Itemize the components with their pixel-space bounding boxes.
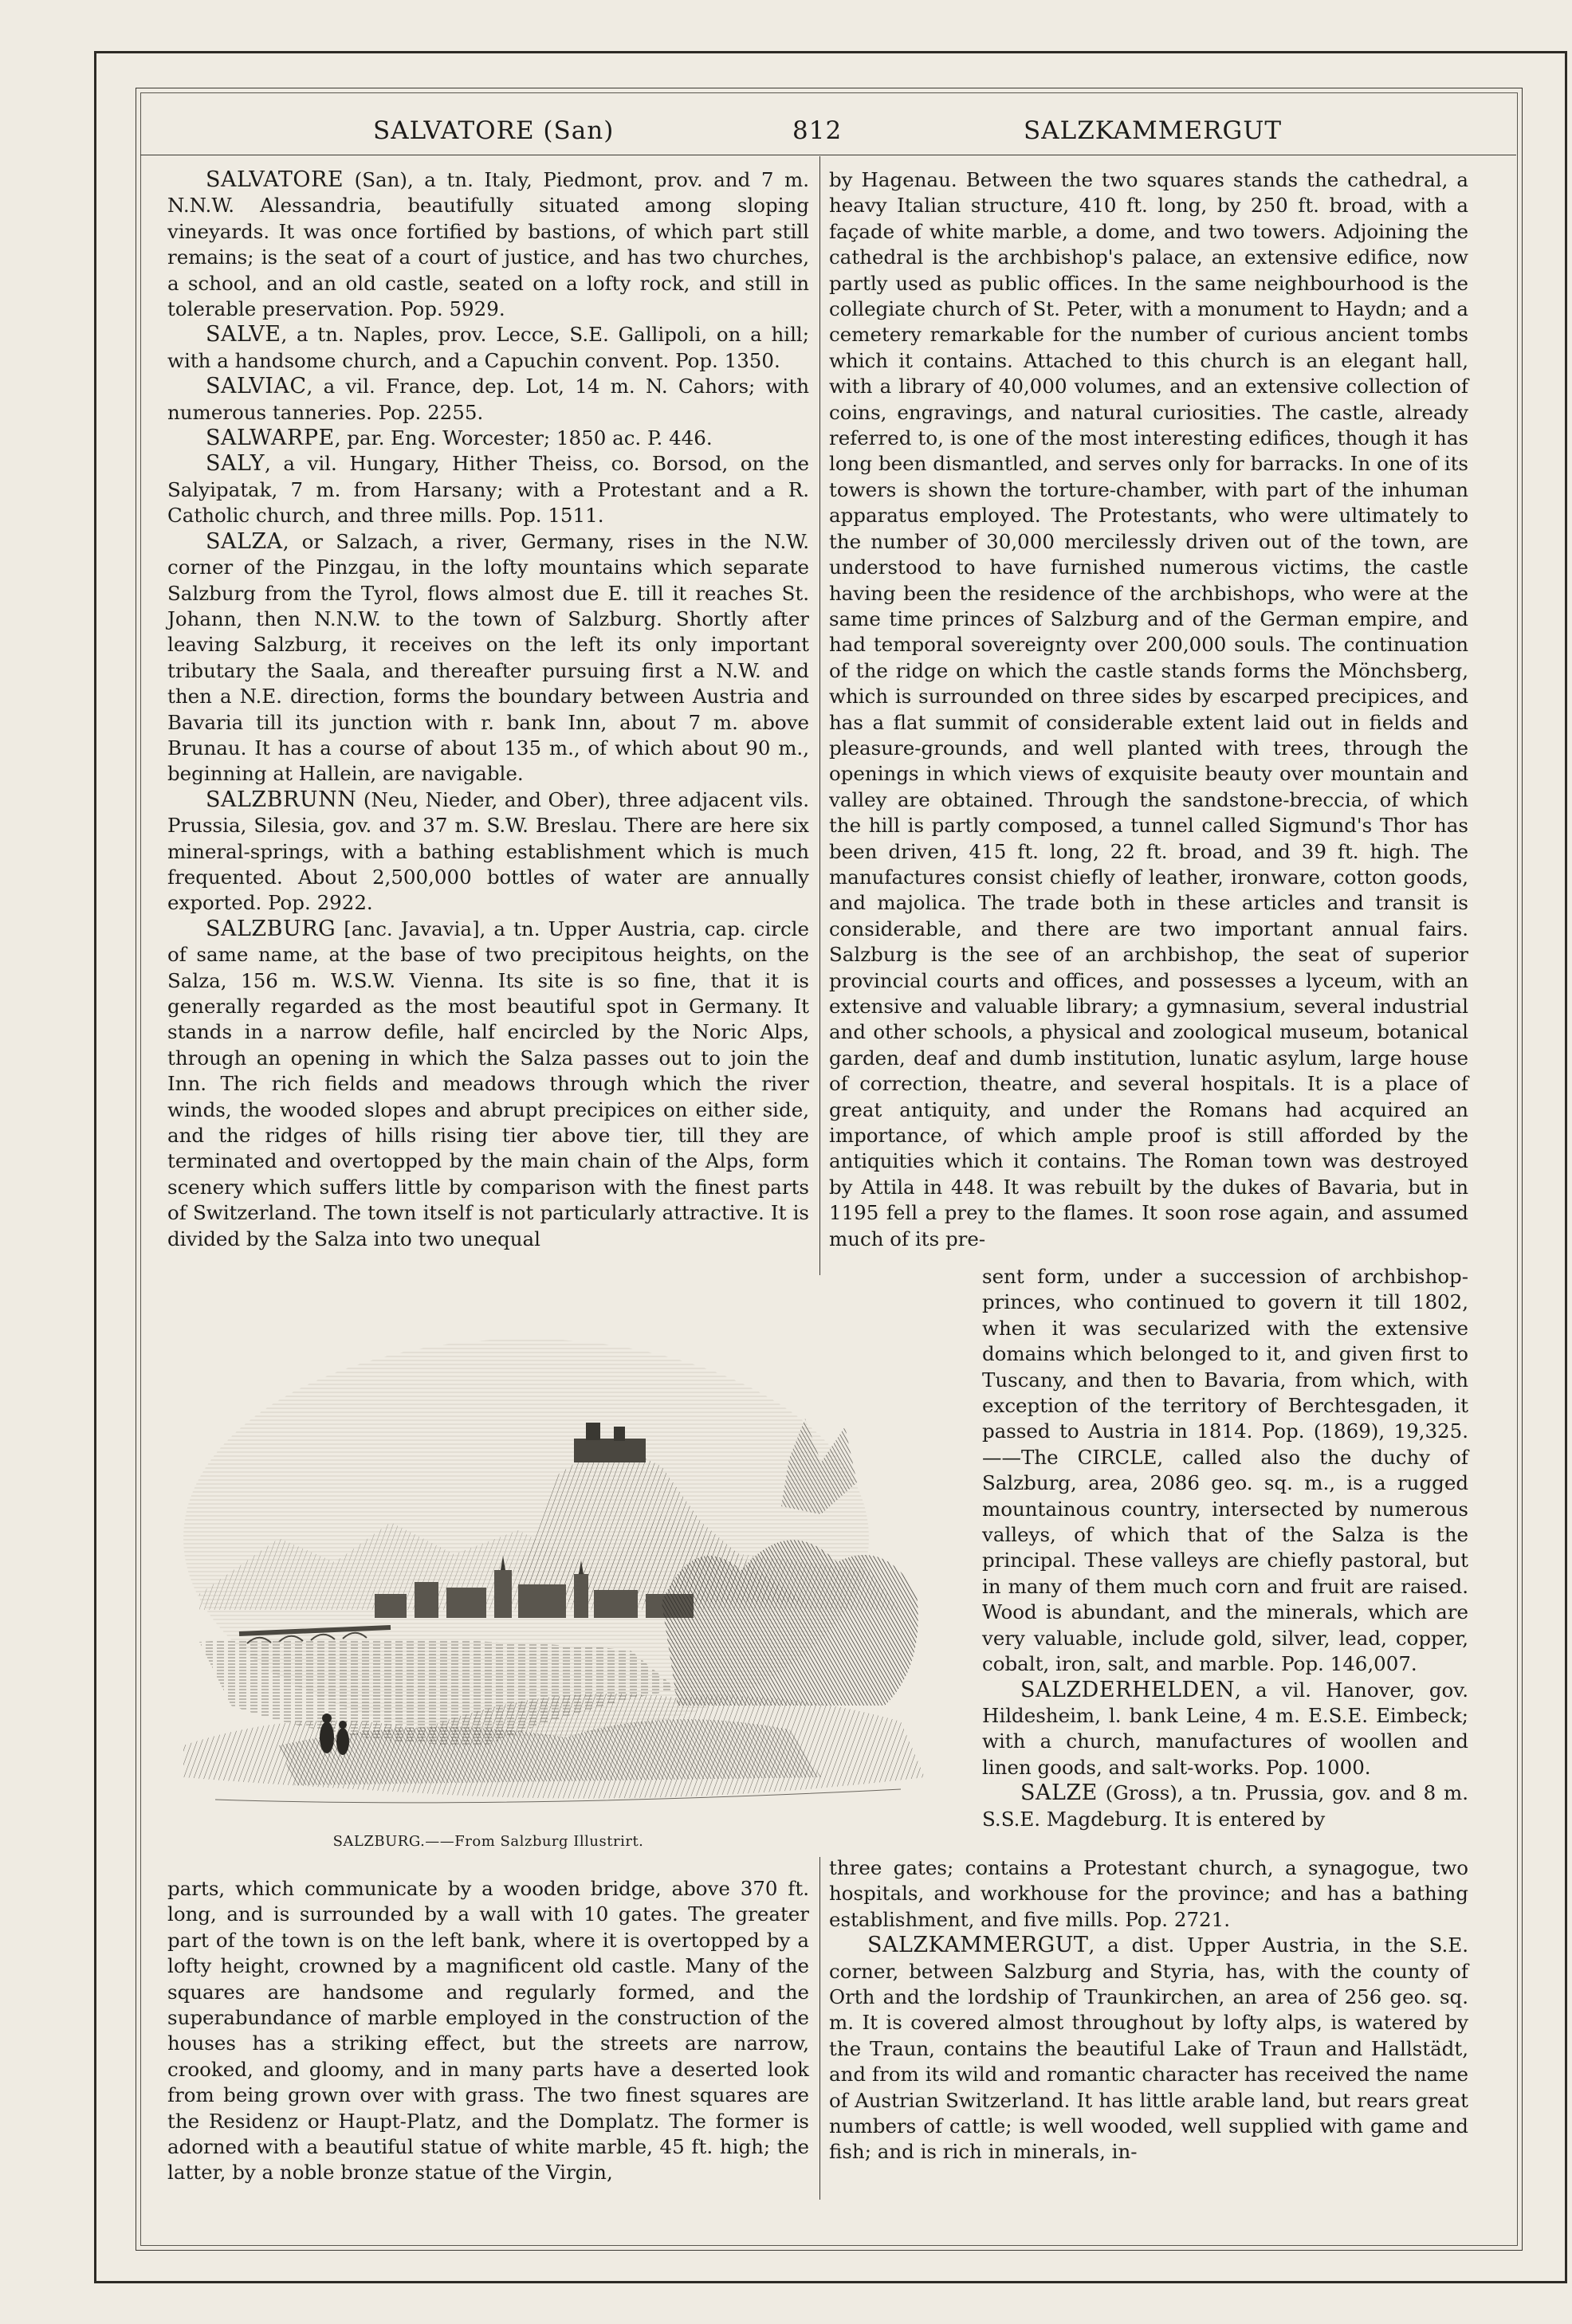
page-number: 812	[792, 116, 843, 145]
entry-headword: SALZKAMMERGUT	[867, 1933, 1089, 1958]
entry-salzbrunn	[167, 787, 809, 917]
right-column-top	[829, 167, 1468, 1252]
entry-headword: SALZDERHELDEN	[1020, 1677, 1236, 1702]
left-column-bottom	[167, 1876, 809, 2186]
entry-text: , a vil. Hungary, Hither Theiss, co. Borsod, on the Salyipatak, 7 m. from Harsany; with a Protestant and a R. Catholic church, and three mills. Pop. 1511.	[167, 452, 809, 528]
left-column	[167, 167, 809, 1252]
entry-text: , or Salzach, a river, Germany, rises in the N.W. corner of the Pinzgau, in the lofty mountains which separate Salzburg from the Tyrol, flows almost due E. till it reaches St. Johann, then N.N.W. to the town of Salzburg. Shortly after leaving Salzburg, it receives on the left its only important tributary the Saala, and thereafter pursuing first a N.W. and then a N.E. direction, forms the boundary between Austria and Bavaria till its junction with r. bank Inn, about 7 m. above Brunau. It has a course of about 135 m., of which about 90 m., beginning at Hallein, are navigable.	[167, 529, 809, 786]
entry-salzderhelden	[982, 1678, 1468, 1781]
caption-source: ——From Salzburg Illustrirt.	[425, 1833, 644, 1850]
entry-text: , a vil. Hanover, gov. Hildesheim, l. bank Leine, 4 m. E.S.E. Eimbeck; with a church, manufactures of woollen and linen goods, and salt-works. Pop. 1000.	[982, 1678, 1468, 1779]
entry-salzburg	[167, 917, 809, 1252]
entry-salwarpe	[167, 426, 809, 451]
entry-salzkammergut	[829, 1933, 1468, 2165]
entry-salvatore	[167, 167, 809, 322]
entry-salzburg-continued-2: sent form, under a succession of archbishop-princes, who continued to govern it till 1802, when it was secularized with the extensive domains which belonged to it, and given first to Tuscany, and then to Bavaria, from which, with exception of the territory of Berchtesgaden, it passed to Austria in 1814. Pop. (1869), 19,325.——The CIRCLE, called also the duchy of Salzburg, area, 2086 geo. sq. m., is a rugged mountainous country, intersected by numerous valleys, of which that of the Salza is the principal. These valleys are chiefly pastoral, but in many of them much corn and fruit are raised. Wood is abundant, and the minerals, which are very valuable, include gold, silver, lead, copper, cobalt, iron, salt, and marble. Pop. 146,007.	[982, 1265, 1468, 1676]
entry-text: , par. Eng. Worcester; 1850 ac. P. 446.	[334, 426, 713, 450]
entry-headword: SALVE	[206, 322, 281, 347]
entry-headword: SALVIAC	[206, 374, 307, 399]
entry-headword: SALY	[206, 451, 265, 477]
entry-text: , a vil. France, dep. Lot, 14 m. N. Cahors; with numerous tanneries. Pop. 2255.	[167, 375, 809, 424]
entry-salze	[982, 1780, 1468, 1832]
entry-text: (San), a tn. Italy, Piedmont, prov. and 7 m. N.N.W. Alessandria, beautifully situated among sloping vineyards. It was once fortified by bastions, of which part still remains; is the seat of a court of justice, and has two churches, a school, and an old castle, seated on a lofty rock, and still in tolerable preservation. Pop. 5929.	[167, 168, 809, 321]
running-header	[140, 112, 1516, 151]
entry-salzburg-continued: by Hagenau. Between the two squares stands the cathedral, a heavy Italian structure, 410 ft. long, by 250 ft. broad, with a façade of white marble, a dome, and two towers. Adjoining the cathedral is the archbishop's palace, an extensive edifice, now partly used as public offices. In the same neighbourhood is the collegiate church of St. Peter, with a monument to Haydn; and a cemetery remarkable for the number of curious ancient tombs which it contains. Attached to this church is an elegant hall, with a library of 40,000 volumes, and an extensive collection of coins, engravings, and natural curiosities. The castle, already referred to, is one of the most interesting edifices, though it has long been dismantled, and serves only for barracks. In one of its towers is shown the torture-chamber, with part of the inhuman apparatus employed. The Protestants, who were ultimately to the number of 30,000 mercilessly driven out of the town, are understood to have furnished numerous victims, the castle having been the residence of the archbishops, who were at the same time princes of Salzburg and of the German empire, and had temporal sovereignty over 200,000 souls. The continuation of the ridge on which the castle stands forms the Mönchsberg, which is surrounded on three sides by escarped precipices, and has a flat summit of considerable extent laid out in fields and pleasure-grounds, and well planted with trees, through the openings in which views of exquisite beauty over mountain and valley are obtained. Through the sandstone-breccia, of which the hill is partly composed, a tunnel called Sigmund's Thor has been driven, 415 ft. long, 22 ft. broad, and 39 ft. high. The manufactures consist chiefly of leather, ironware, cotton goods, and majolica. The trade both in these articles and transit is considerable, and there are two important annual fairs. Salzburg is the see of an archbishop, the seat of superior provincial courts and offices, and possesses a lyceum, with an extensive and valuable library; a gymnasium, several industrial and other schools, a physical and zoological museum, botanical garden, deaf and dumb institution, lunatic asylum, large house of correction, theatre, and several hospitals. It is a place of great antiquity, and under the Romans had acquired an importance, of which ample proof is still afforded by the antiquities which it contains. The Roman town was destroyed by Attila in 448. It was rebuilt by the dukes of Bavaria, but in 1195 fell a prey to the flames. It soon rose again, and assumed much of its pre-	[829, 168, 1468, 1250]
entry-headword: SALZBURG	[206, 916, 336, 941]
entry-text: (Neu, Nieder, and Ober), three adjacent vils. Prussia, Silesia, gov. and 37 m. S.W. Breslau. There are here six mineral-springs, with a bathing establishment which is much frequented. About 2,500,000 bottles of water are annually exported. Pop. 2922.	[167, 787, 809, 915]
column-divider	[819, 156, 820, 1275]
entry-salza	[167, 529, 809, 787]
entry-headword: SALWARPE	[206, 426, 335, 451]
header-left-term: SALVATORE (San)	[373, 116, 615, 145]
entry-headword: SALZA	[206, 528, 283, 554]
engraving-illustration	[183, 1331, 933, 1825]
caption-label: SALZBURG.	[332, 1833, 426, 1850]
entry-saly	[167, 451, 809, 528]
entry-headword: SALZBRUNN	[206, 787, 357, 812]
figure-caption	[167, 1833, 809, 1850]
entry-text: (Gross), a tn. Prussia, gov. and 8 m. S.S.E. Magdeburg. It is entered by	[982, 1781, 1468, 1831]
entry-headword: SALZE	[1020, 1780, 1098, 1806]
header-right-term: SALZKAMMERGUT	[1024, 116, 1283, 145]
entry-salve	[167, 322, 809, 374]
entry-text: , a dist. Upper Austria, in the S.E. corner, between Salzburg and Styria, has, with the county of Orth and the lordship of Traunkirchen, an area of 256 geo. sq. m. It is covered almost throughout by lofty alps, is watered by the Traun, contains the beautiful Lake of Traun and Hallstädt, and from its wild and romantic character has received the name of Austrian Switzerland. It has little arable land, but rears great numbers of cattle; is well wooded, well supplied with game and fish; and is rich in minerals, in-	[829, 1933, 1468, 2164]
right-column-bottom	[829, 1855, 1468, 2165]
entry-text: [anc. Javavia], a tn. Upper Austria, cap. circle of same name, at the base of two precipitous heights, on the Salza, 156 m. W.S.W. Vienna. Its site is so fine, that it is generally regarded as the most beautiful spot in Germany. It stands in a narrow defile, half encircled by the Noric Alps, through an opening in which the Salza passes out to join the Inn. The rich fields and meadows through which the river winds, the wooded slopes and abrupt precipices on either side, and the ridges of hills rising tier above tier, till they are terminated and overtopped by the main chain of the Alps, form scenery which suffers little by comparison with the finest parts of Switzerland. The town itself is not particularly attractive. It is divided by the Salza into two unequal	[167, 917, 809, 1250]
column-divider-lower	[819, 1857, 820, 2200]
entry-headword: SALVATORE	[206, 167, 344, 192]
right-column-narrow	[982, 1264, 1468, 1832]
entry-text: , a tn. Naples, prov. Lecce, S.E. Gallipoli, on a hill; with a handsome church, and a Capuchin convent. Pop. 1350.	[167, 323, 809, 372]
entry-salviac	[167, 374, 809, 426]
salzburg-engraving	[183, 1331, 933, 1849]
entry-salze-continued: three gates; contains a Protestant church, a synagogue, two hospitals, and workhouse for the province; and has a bathing establishment, and five mills. Pop. 2721.	[829, 1856, 1468, 1931]
entry-salzburg-continued-3: parts, which communicate by a wooden bridge, above 370 ft. long, and is surrounded by a wall with 10 gates. The greater part of the town is on the left bank, where it is overtopped by a lofty height, crowned by a magnificent old castle. Many of the squares are handsome and regularly formed, and the superabundance of marble employed in the construction of the houses has a striking effect, but the streets are narrow, crooked, and gloomy, and in many parts have a deserted look from being grown over with grass. The two finest squares are the Residenz or Haupt-Platz, and the Domplatz. The former is adorned with a beautiful statue of white marble, 45 ft. high; the latter, by a noble bronze statue of the Virgin,	[167, 1877, 809, 2185]
